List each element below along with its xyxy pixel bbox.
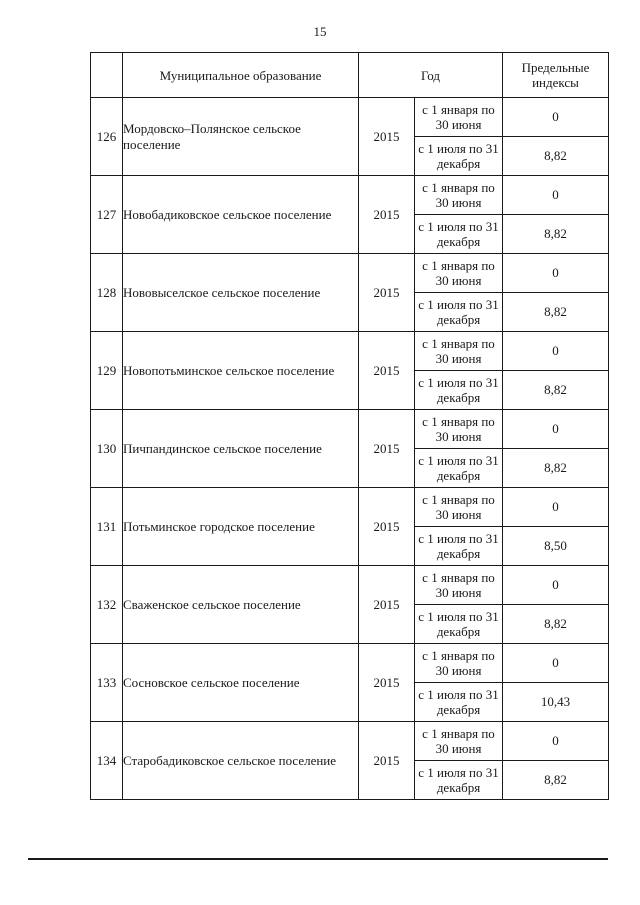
period-cell: с 1 января по 30 июня	[415, 722, 503, 761]
index-value: 8,82	[503, 137, 609, 176]
table-row	[91, 644, 609, 683]
table-row	[91, 254, 609, 293]
year-cell: 2015	[359, 98, 415, 176]
year-cell: 2015	[359, 488, 415, 566]
index-value: 0	[503, 488, 609, 527]
period-cell: с 1 июля по 31 декабря	[415, 215, 503, 254]
municipality-name: Сваженское сельское поселение	[123, 566, 359, 644]
period-cell: с 1 января по 30 июня	[415, 332, 503, 371]
table-row	[91, 488, 609, 527]
period-cell: с 1 июля по 31 декабря	[415, 605, 503, 644]
index-value: 0	[503, 332, 609, 371]
municipality-name: Новобадиковское сельское поселение	[123, 176, 359, 254]
period-cell: с 1 июля по 31 декабря	[415, 761, 503, 800]
index-value: 0	[503, 98, 609, 137]
period-cell: с 1 июля по 31 декабря	[415, 293, 503, 332]
table-body	[91, 98, 609, 800]
year-cell: 2015	[359, 176, 415, 254]
bottom-rule	[28, 858, 608, 860]
index-value: 8,50	[503, 527, 609, 566]
header-indices: Предельные индексы	[503, 53, 609, 98]
page-number: 15	[313, 24, 327, 39]
index-value: 8,82	[503, 449, 609, 488]
period-cell: с 1 июля по 31 декабря	[415, 371, 503, 410]
municipality-name: Потьминское городское поселение	[123, 488, 359, 566]
row-number: 132	[91, 566, 123, 644]
year-cell: 2015	[359, 332, 415, 410]
period-cell: с 1 января по 30 июня	[415, 566, 503, 605]
period-cell: с 1 января по 30 июня	[415, 98, 503, 137]
index-value: 0	[503, 176, 609, 215]
period-cell: с 1 января по 30 июня	[415, 176, 503, 215]
period-cell: с 1 июля по 31 декабря	[415, 683, 503, 722]
row-number: 127	[91, 176, 123, 254]
municipality-name: Нововыселское сельское поселение	[123, 254, 359, 332]
index-value: 10,43	[503, 683, 609, 722]
period-cell: с 1 января по 30 июня	[415, 488, 503, 527]
header-num	[91, 53, 123, 98]
table-row	[91, 722, 609, 761]
period-cell: с 1 января по 30 июня	[415, 410, 503, 449]
index-value: 0	[503, 644, 609, 683]
row-number: 126	[91, 98, 123, 176]
period-cell: с 1 июля по 31 декабря	[415, 137, 503, 176]
municipality-name: Сосновское сельское поселение	[123, 644, 359, 722]
table-row	[91, 410, 609, 449]
index-value: 8,82	[503, 605, 609, 644]
year-cell: 2015	[359, 566, 415, 644]
index-value: 0	[503, 254, 609, 293]
index-value: 0	[503, 722, 609, 761]
indices-table	[90, 52, 609, 800]
municipality-name: Пичпандинское сельское поселение	[123, 410, 359, 488]
index-value: 0	[503, 410, 609, 449]
period-cell: с 1 января по 30 июня	[415, 644, 503, 683]
period-cell: с 1 июля по 31 декабря	[415, 527, 503, 566]
table-row	[91, 566, 609, 605]
table-row	[91, 176, 609, 215]
year-cell: 2015	[359, 722, 415, 800]
index-value: 8,82	[503, 215, 609, 254]
header-municipality: Муниципальное образование	[123, 53, 359, 98]
table-row	[91, 332, 609, 371]
row-number: 134	[91, 722, 123, 800]
table-header-row	[91, 53, 609, 98]
row-number: 130	[91, 410, 123, 488]
row-number: 129	[91, 332, 123, 410]
index-value: 8,82	[503, 371, 609, 410]
row-number: 133	[91, 644, 123, 722]
index-value: 8,82	[503, 761, 609, 800]
year-cell: 2015	[359, 644, 415, 722]
year-cell: 2015	[359, 410, 415, 488]
row-number: 128	[91, 254, 123, 332]
municipality-name: Старобадиковское сельское поселение	[123, 722, 359, 800]
index-value: 8,82	[503, 293, 609, 332]
row-number: 131	[91, 488, 123, 566]
period-cell: с 1 июля по 31 декабря	[415, 449, 503, 488]
municipality-name: Мордовско–Полянское сельское поселение	[123, 98, 359, 176]
period-cell: с 1 января по 30 июня	[415, 254, 503, 293]
index-value: 0	[503, 566, 609, 605]
table-row	[91, 98, 609, 137]
municipality-name: Новопотьминское сельское поселение	[123, 332, 359, 410]
year-cell: 2015	[359, 254, 415, 332]
header-year: Год	[359, 53, 503, 98]
